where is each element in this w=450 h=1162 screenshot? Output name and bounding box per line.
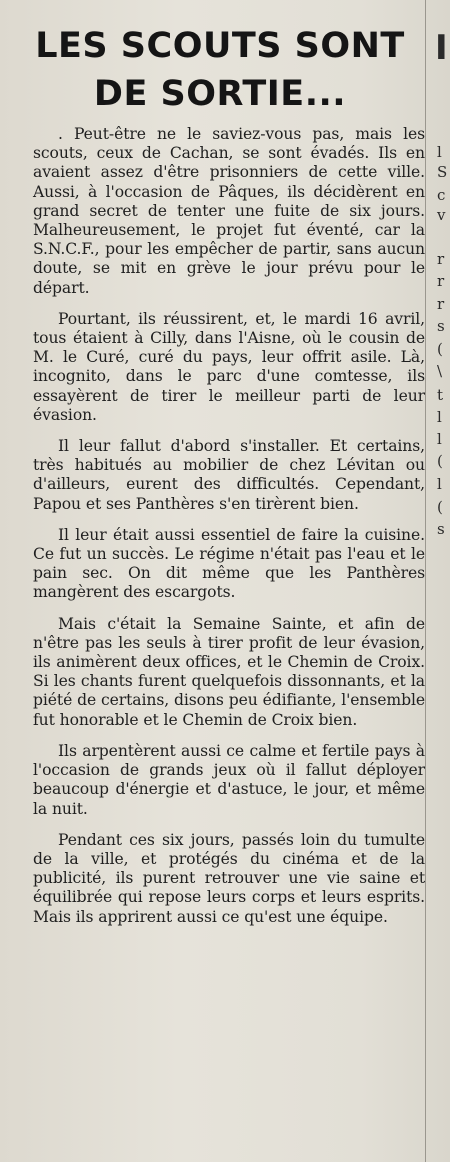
adjacent-column-edge — [432, 0, 450, 1162]
headline-line-1: LES SCOUTS SONT — [35, 26, 405, 66]
article-body — [33, 125, 425, 939]
adjacent-text-fragment: ( — [437, 498, 443, 516]
adjacent-text-fragment: l — [437, 475, 442, 493]
paragraph-1: . Peut-être ne le saviez-vous pas, mais les scouts, ceux de Cachan, se sont évadés. Ils en avaient assez d'être prisonniers de cette ville. Aussi, à l'occasion de Pâques, ils décidèrent en grand secret de tenter une fuite de six jours. Malheureusement, le projet fut éventé, car la S.N.C.F., pour les empêcher de partir, sans aucun doute, se mit en grève le jour prévu pour le départ. — [33, 125, 425, 297]
adjacent-text-fragment: l — [437, 408, 442, 426]
adjacent-text-fragment: s — [437, 317, 445, 335]
paragraph-6: Ils arpentèrent aussi ce calme et fertile pays à l'occasion de grands jeux où il fallut déployer beaucoup d'énergie et d'astuce, le jour, et même la nuit. — [33, 741, 425, 818]
adjacent-text-fragment: c — [437, 186, 446, 204]
paragraph-5: Mais c'était la Semaine Sainte, et afin de n'être pas les seuls à tirer profit de leur évasion, ils animèrent deux offices, et le Chemin de Croix. Si les chants furent quelquefois dissonnants, et la piété de certains, disons peu édifiante, l'ensemble fut honorable et le Chemin de Croix bien. — [33, 614, 425, 729]
adjacent-text-fragment: r — [437, 295, 445, 313]
adjacent-text-fragment: r — [437, 272, 445, 290]
adjacent-text-fragment: \ — [437, 362, 443, 380]
adjacent-text-fragment: s — [437, 520, 445, 538]
adjacent-text-fragment: v — [437, 206, 446, 224]
adjacent-text-fragment: S — [437, 163, 448, 181]
paragraph-7: Pendant ces six jours, passés loin du tumulte de la ville, et protégés du cinéma et de la publicité, ils purent retrouver une vie saine et équilibrée qui repose leurs corps et leurs esprits. Mais ils apprirent aussi ce qu'est une équipe. — [33, 830, 425, 926]
adjacent-text-fragment: t — [437, 386, 444, 404]
article-headline — [30, 22, 410, 118]
paragraph-2: Pourtant, ils réussirent, et, le mardi 16 avril, tous étaient à Cilly, dans l'Aisne, où le cousin de M. le Curé, curé du pays, leur offrit asile. Là, incognito, dans le parc d'une comtesse, ils essayèrent de tirer le meilleur parti de leur évasion. — [33, 309, 425, 424]
adjacent-text-fragment: r — [437, 250, 445, 268]
adjacent-headline-fragment: I — [435, 28, 448, 68]
paragraph-3: Il leur fallut d'abord s'installer. Et certains, très habitués au mobilier de chez Lévitan ou d'ailleurs, eurent des difficultés. Cependant, Papou et ses Panthères s'en tirèrent bien. — [33, 437, 425, 513]
column-divider — [425, 0, 426, 1162]
adjacent-text-fragment: ( — [437, 452, 443, 470]
adjacent-text-fragment: ( — [437, 340, 443, 358]
adjacent-text-fragment: l — [437, 430, 442, 448]
paragraph-4: Il leur était aussi essentiel de faire la cuisine. Ce fut un succès. Le régime n'était pas l'eau et le pain sec. On dit même que les Panthères mangèrent des escargots. — [33, 525, 425, 602]
headline-line-2: DE SORTIE... — [93, 74, 347, 114]
adjacent-text-fragment: l — [437, 143, 442, 161]
